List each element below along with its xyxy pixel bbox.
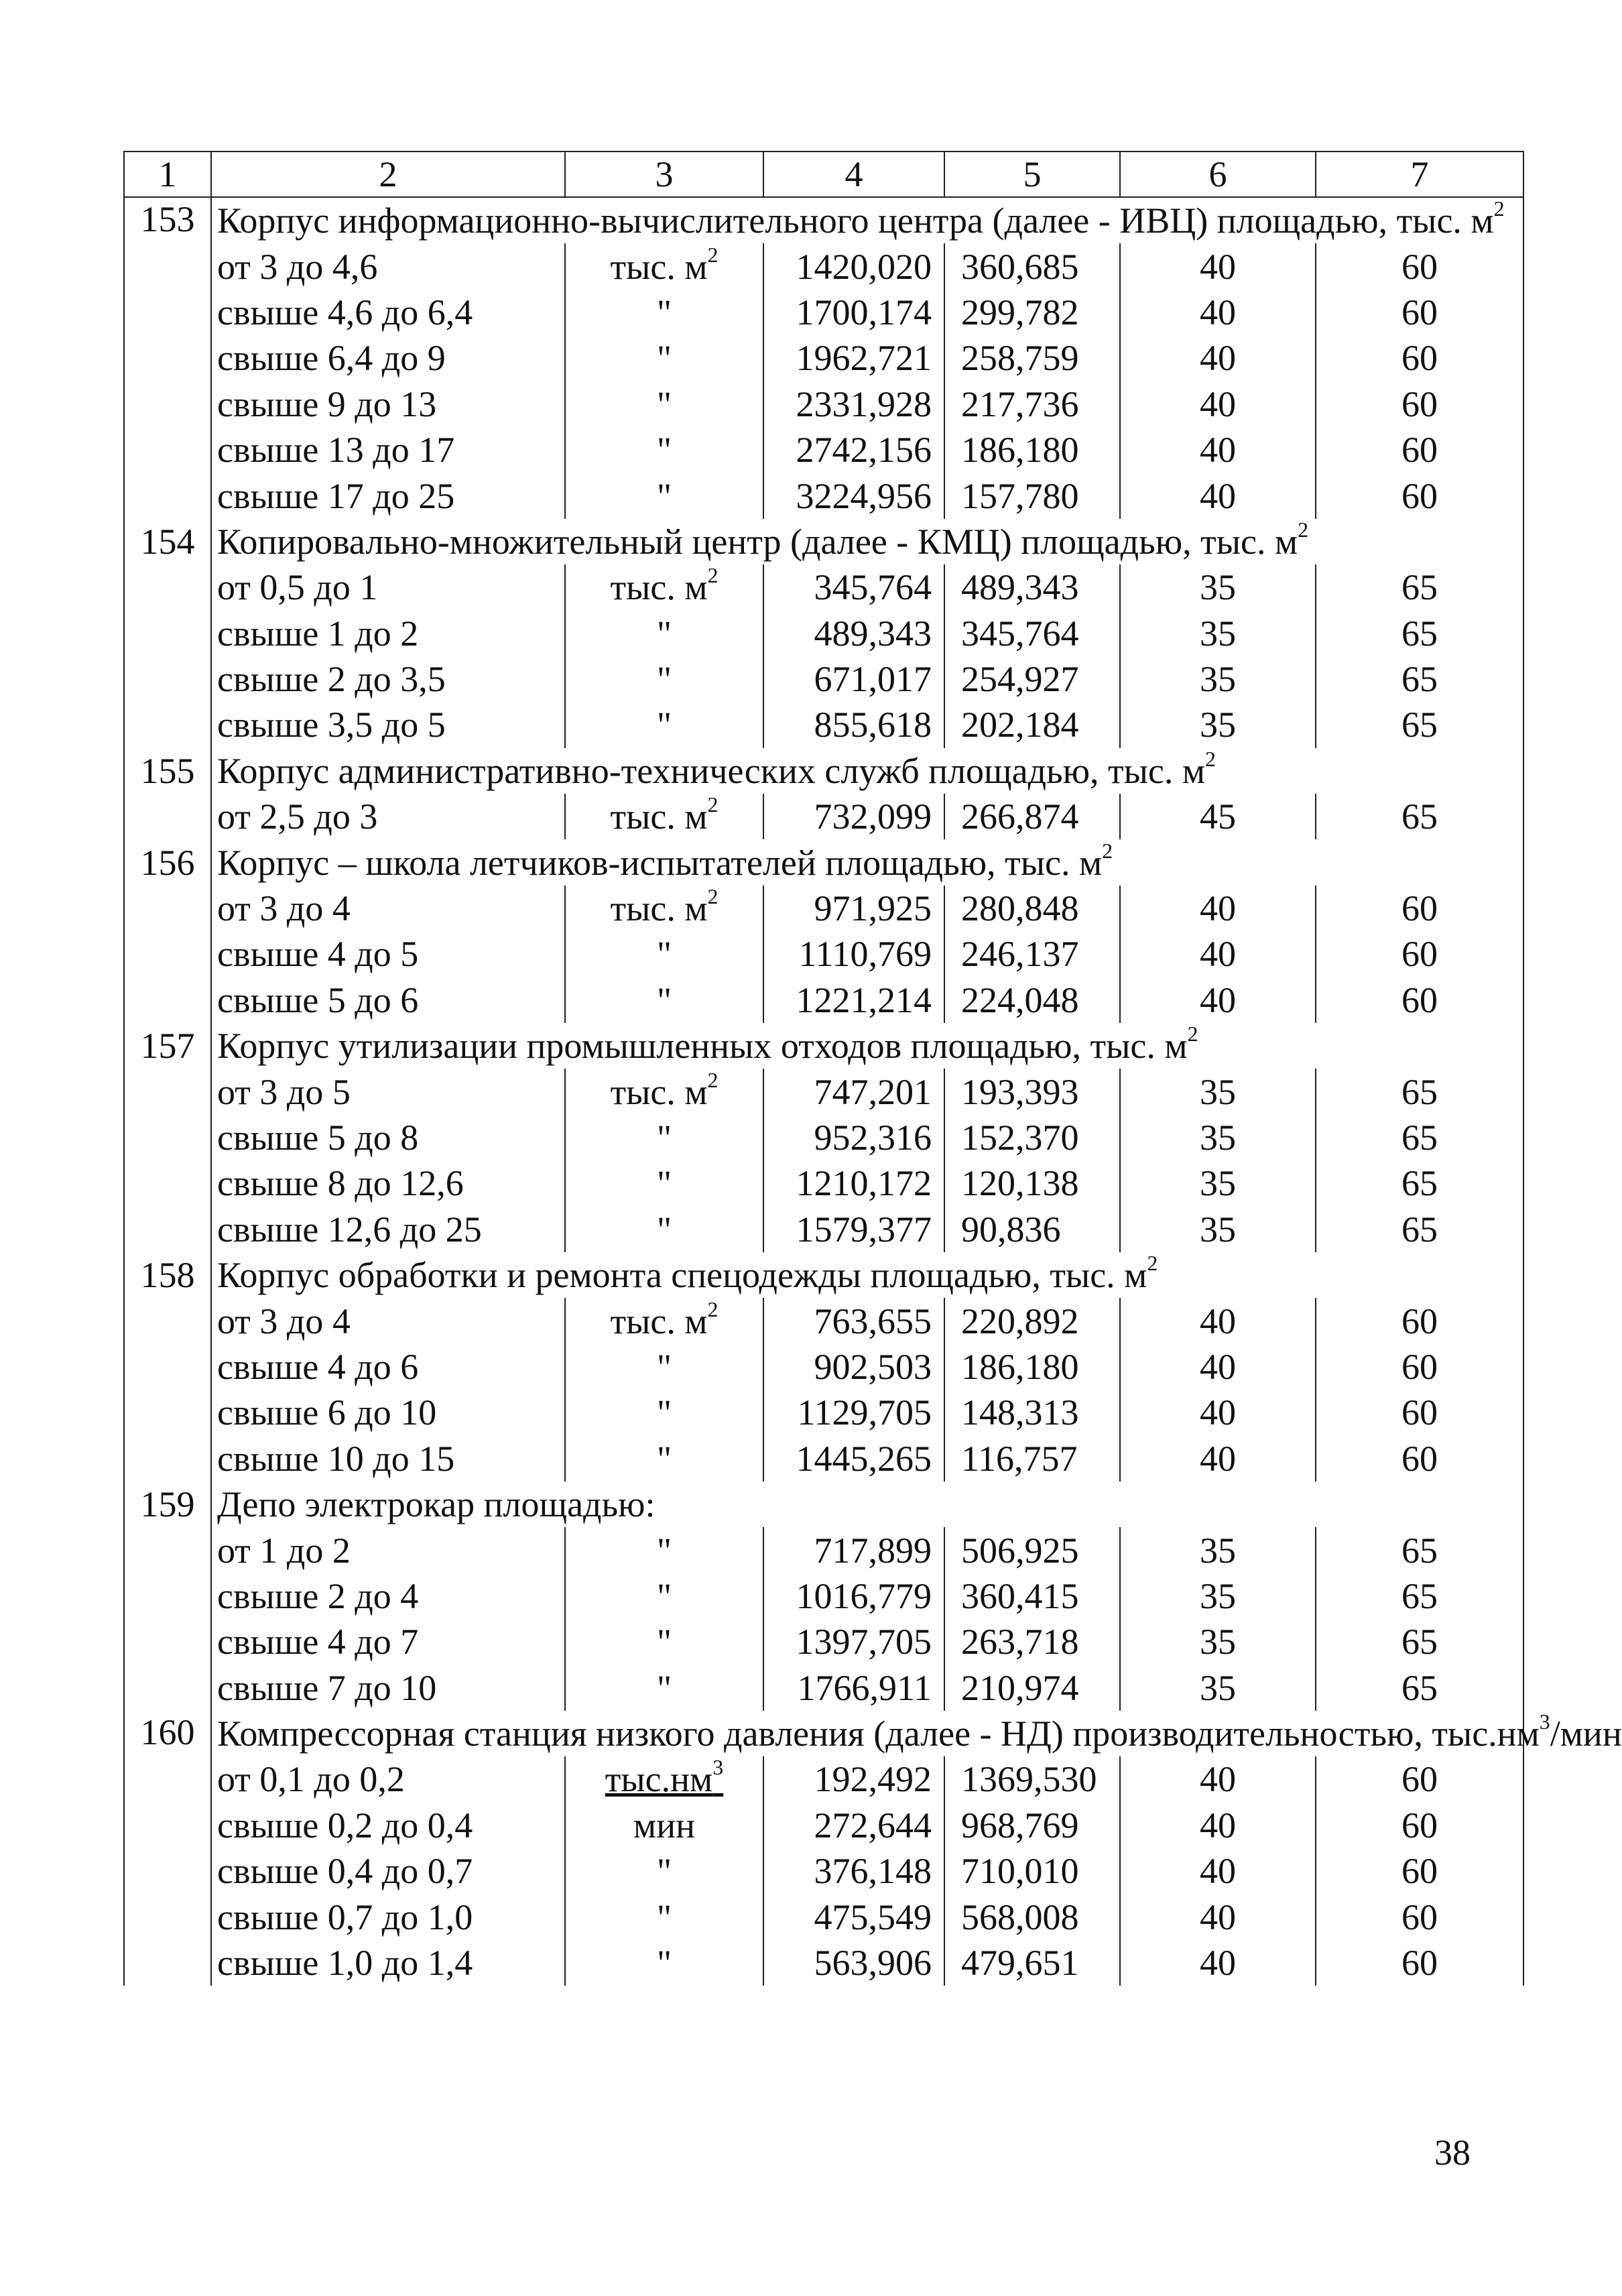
value-col7: 65 <box>1316 1115 1523 1160</box>
value-col5: 148,313 <box>944 1390 1120 1435</box>
unit-cell: " <box>565 931 763 977</box>
row-blank <box>124 702 211 747</box>
value-col7: 60 <box>1316 1940 1523 1986</box>
range-cell: свыше 0,4 до 0,7 <box>211 1848 565 1894</box>
row-blank <box>124 931 211 977</box>
value-col5: 90,836 <box>944 1207 1120 1252</box>
range-cell: свыше 2 до 3,5 <box>211 656 565 702</box>
value-col5: 280,848 <box>944 886 1120 931</box>
value-col4: 717,899 <box>763 1527 944 1573</box>
value-col5: 116,757 <box>944 1436 1120 1482</box>
table-row <box>124 1207 1523 1252</box>
value-col7: 65 <box>1316 1665 1523 1711</box>
range-cell: от 3 до 4,6 <box>211 243 565 289</box>
table-row <box>124 1756 1523 1802</box>
value-col5: 186,180 <box>944 1344 1120 1390</box>
value-col4: 732,099 <box>763 794 944 839</box>
value-col4: 376,148 <box>763 1848 944 1894</box>
unit-cell: " <box>565 656 763 702</box>
table-row <box>124 1298 1523 1343</box>
section-number: 153 <box>124 197 211 243</box>
column-header: 5 <box>944 152 1120 197</box>
value-col5: 152,370 <box>944 1115 1120 1160</box>
column-header: 1 <box>124 152 211 197</box>
table-row <box>124 656 1523 702</box>
unit-cell: " <box>565 427 763 473</box>
section-title: Компрессорная станция низкого давления (далее - НД) производительностью, $тыс.нм^3$/мин <box>211 1711 1523 1756</box>
value-col4: 1579,377 <box>763 1207 944 1252</box>
row-blank <box>124 1665 211 1711</box>
row-blank <box>124 1298 211 1343</box>
value-col6: 40 <box>1120 473 1316 518</box>
table-row <box>124 1527 1523 1573</box>
table-row <box>124 702 1523 747</box>
unit-cell: тыс. $м^2$ <box>565 243 763 289</box>
value-col7: 60 <box>1316 1803 1523 1848</box>
section-title: Депо электрокар площадью: <box>211 1482 1523 1527</box>
value-col6: 40 <box>1120 1940 1316 1986</box>
range-cell: свыше 4 до 7 <box>211 1619 565 1665</box>
row-blank <box>124 1390 211 1435</box>
value-col4: 1445,265 <box>763 1436 944 1482</box>
value-col7: 65 <box>1316 611 1523 656</box>
value-col4: 1210,172 <box>763 1160 944 1206</box>
table-row <box>124 886 1523 931</box>
unit-numerator: $тыс.нм^3$ <box>605 1755 724 1800</box>
value-col5: 968,769 <box>944 1803 1120 1848</box>
unit-cell: " <box>565 381 763 427</box>
value-col7: 60 <box>1316 931 1523 977</box>
value-col7: 65 <box>1316 702 1523 747</box>
table-row <box>124 1344 1523 1390</box>
row-blank <box>124 886 211 931</box>
row-blank <box>124 1848 211 1894</box>
row-blank <box>124 290 211 335</box>
value-col6: 35 <box>1120 656 1316 702</box>
rates-table <box>123 151 1622 1986</box>
unit-cell: " <box>565 702 763 747</box>
row-blank <box>124 1619 211 1665</box>
value-col6: 35 <box>1120 564 1316 610</box>
section-title-row <box>124 1023 1523 1069</box>
column-number-row <box>124 152 1523 197</box>
table-row <box>124 1940 1523 1986</box>
value-col5: 193,393 <box>944 1069 1120 1114</box>
range-cell: свыше 9 до 13 <box>211 381 565 427</box>
value-col6: 40 <box>1120 1756 1316 1802</box>
row-blank <box>124 473 211 518</box>
row-blank <box>124 381 211 427</box>
column-header: 7 <box>1316 152 1523 197</box>
value-col7: 65 <box>1316 1069 1523 1114</box>
unit-cell: " <box>565 290 763 335</box>
value-col5: 246,137 <box>944 931 1120 977</box>
row-blank <box>124 243 211 289</box>
value-col4: 563,906 <box>763 1940 944 1986</box>
value-col6: 35 <box>1120 702 1316 747</box>
table-row <box>124 335 1523 381</box>
column-header: 6 <box>1120 152 1316 197</box>
range-cell: от 2,5 до 3 <box>211 794 565 839</box>
row-blank <box>124 427 211 473</box>
column-header: 4 <box>763 152 944 197</box>
unit-cell: " <box>565 1848 763 1894</box>
unit-cell: тыс. $м^2$ <box>565 1298 763 1343</box>
range-cell: свыше 13 до 17 <box>211 427 565 473</box>
value-col4: 1129,705 <box>763 1390 944 1435</box>
range-cell: от 3 до 4 <box>211 1298 565 1343</box>
value-col6: 40 <box>1120 931 1316 977</box>
section-title: Корпус утилизации промышленных отходов площадью, тыс. $м^2$ <box>211 1023 1523 1069</box>
value-col4: 952,316 <box>763 1115 944 1160</box>
range-cell: свыше 4 до 5 <box>211 931 565 977</box>
section-title: Корпус административно-технических служб площадью, тыс. $м^2$ <box>211 748 1523 794</box>
value-col7: 60 <box>1316 1436 1523 1482</box>
value-col4: 2331,928 <box>763 381 944 427</box>
page-number: 38 <box>1434 2132 1471 2173</box>
section-number: 158 <box>124 1252 211 1298</box>
row-blank <box>124 1940 211 1986</box>
unit-cell: " <box>565 1527 763 1573</box>
value-col4: 475,549 <box>763 1894 944 1939</box>
value-col6: 35 <box>1120 1665 1316 1711</box>
unit-cell: " <box>565 1619 763 1665</box>
value-col6: 35 <box>1120 1527 1316 1573</box>
range-cell: свыше 10 до 15 <box>211 1436 565 1482</box>
row-blank <box>124 794 211 839</box>
value-col6: 40 <box>1120 1803 1316 1848</box>
value-col5: 157,780 <box>944 473 1120 518</box>
row-blank <box>124 977 211 1023</box>
unit-cell: " <box>565 1436 763 1482</box>
value-col4: 489,343 <box>763 611 944 656</box>
value-col4: 1962,721 <box>763 335 944 381</box>
value-col4: 345,764 <box>763 564 944 610</box>
row-blank <box>124 1115 211 1160</box>
table-row <box>124 290 1523 335</box>
value-col5: 202,184 <box>944 702 1120 747</box>
range-cell: свыше 6 до 10 <box>211 1390 565 1435</box>
table-row <box>124 1436 1523 1482</box>
value-col5: 263,718 <box>944 1619 1120 1665</box>
value-col6: 40 <box>1120 977 1316 1023</box>
value-col7: 60 <box>1316 1298 1523 1343</box>
value-col5: 479,651 <box>944 1940 1120 1986</box>
range-cell: свыше 7 до 10 <box>211 1665 565 1711</box>
range-cell: свыше 4,6 до 6,4 <box>211 290 565 335</box>
value-col4: 3224,956 <box>763 473 944 518</box>
value-col7: 60 <box>1316 290 1523 335</box>
section-number: 160 <box>124 1711 211 1756</box>
row-blank <box>124 1436 211 1482</box>
value-col5: 710,010 <box>944 1848 1120 1894</box>
value-col6: 40 <box>1120 1436 1316 1482</box>
value-col5: 266,874 <box>944 794 1120 839</box>
value-col5: 217,736 <box>944 381 1120 427</box>
unit-cell: " <box>565 1160 763 1206</box>
value-col4: 272,644 <box>763 1803 944 1848</box>
value-col5: 506,925 <box>944 1527 1120 1573</box>
unit-cell: " <box>565 473 763 518</box>
value-col7: 65 <box>1316 794 1523 839</box>
table-row <box>124 1069 1523 1114</box>
section-number: 156 <box>124 839 211 885</box>
range-cell: от 1 до 2 <box>211 1527 565 1573</box>
value-col7: 65 <box>1316 1619 1523 1665</box>
value-col7: 60 <box>1316 1848 1523 1894</box>
range-cell: свыше 1,0 до 1,4 <box>211 1940 565 1986</box>
value-col5: 489,343 <box>944 564 1120 610</box>
value-col6: 35 <box>1120 1573 1316 1619</box>
value-col5: 220,892 <box>944 1298 1120 1343</box>
value-col6: 45 <box>1120 794 1316 839</box>
unit-cell: " <box>565 611 763 656</box>
value-col7: 60 <box>1316 977 1523 1023</box>
value-col4: 747,201 <box>763 1069 944 1114</box>
value-col5: 258,759 <box>944 335 1120 381</box>
section-title-row <box>124 197 1523 243</box>
value-col4: 1700,174 <box>763 290 944 335</box>
unit-cell: тыс. $м^2$ <box>565 564 763 610</box>
section-title: Копировально-множительный центр (далее - КМЦ) площадью, тыс. $м^2$ <box>211 519 1523 564</box>
value-col7: 65 <box>1316 1573 1523 1619</box>
row-blank <box>124 1527 211 1573</box>
unit-cell: тыс. $м^2$ <box>565 886 763 931</box>
section-title-row <box>124 748 1523 794</box>
value-col4: 1016,779 <box>763 1573 944 1619</box>
section-number: 159 <box>124 1482 211 1527</box>
value-col6: 40 <box>1120 381 1316 427</box>
value-col7: 60 <box>1316 1894 1523 1939</box>
section-title-row <box>124 519 1523 564</box>
unit-cell: " <box>565 335 763 381</box>
range-cell: свыше 6,4 до 9 <box>211 335 565 381</box>
table-row <box>124 931 1523 977</box>
value-col7: 60 <box>1316 243 1523 289</box>
row-blank <box>124 1069 211 1114</box>
section-title-row <box>124 1482 1523 1527</box>
section-title: Корпус обработки и ремонта спецодежды площадью, тыс. $м^2$ <box>211 1252 1523 1298</box>
value-col4: 1420,020 <box>763 243 944 289</box>
table-row <box>124 243 1523 289</box>
value-col7: 65 <box>1316 1207 1523 1252</box>
table-row <box>124 1160 1523 1206</box>
value-col7: 65 <box>1316 1160 1523 1206</box>
value-col7: 65 <box>1316 656 1523 702</box>
value-col4: 1397,705 <box>763 1619 944 1665</box>
range-cell: свыше 3,5 до 5 <box>211 702 565 747</box>
value-col4: 192,492 <box>763 1756 944 1802</box>
range-cell: свыше 2 до 4 <box>211 1573 565 1619</box>
row-blank <box>124 1344 211 1390</box>
value-col6: 40 <box>1120 886 1316 931</box>
row-blank <box>124 1894 211 1939</box>
row-blank <box>124 611 211 656</box>
section-number: 157 <box>124 1023 211 1069</box>
value-col5: 360,415 <box>944 1573 1120 1619</box>
section-title-row <box>124 1711 1523 1756</box>
table-row <box>124 473 1523 518</box>
value-col7: 60 <box>1316 473 1523 518</box>
value-col7: 60 <box>1316 1756 1523 1802</box>
value-col7: 60 <box>1316 427 1523 473</box>
value-col7: 60 <box>1316 335 1523 381</box>
column-header: 3 <box>565 152 763 197</box>
value-col6: 40 <box>1120 243 1316 289</box>
range-cell: от 0,5 до 1 <box>211 564 565 610</box>
value-col7: 60 <box>1316 1390 1523 1435</box>
unit-denominator: мин <box>565 1803 763 1848</box>
value-col6: 35 <box>1120 1115 1316 1160</box>
range-cell: свыше 4 до 6 <box>211 1344 565 1390</box>
table-row <box>124 1115 1523 1160</box>
value-col5: 568,008 <box>944 1894 1120 1939</box>
range-cell: свыше 17 до 25 <box>211 473 565 518</box>
value-col6: 35 <box>1120 611 1316 656</box>
table-body <box>124 196 1622 1986</box>
column-header: 2 <box>211 152 565 197</box>
range-cell: свыше 5 до 8 <box>211 1115 565 1160</box>
table-row <box>124 427 1523 473</box>
value-col6: 40 <box>1120 290 1316 335</box>
section-title: Корпус информационно-вычислительного центра (далее - ИВЦ) площадью, тыс. $м^2$ <box>211 197 1523 243</box>
value-col7: 65 <box>1316 564 1523 610</box>
table-row <box>124 1894 1523 1939</box>
row-blank <box>124 335 211 381</box>
range-cell: свыше 0,7 до 1,0 <box>211 1894 565 1939</box>
unit-fraction <box>605 1755 724 1800</box>
value-col4: 763,655 <box>763 1298 944 1343</box>
range-cell: от 0,1 до 0,2 <box>211 1756 565 1802</box>
unit-cell: тыс. $м^2$ <box>565 1069 763 1114</box>
value-col7: 60 <box>1316 381 1523 427</box>
unit-cell <box>565 1756 763 1802</box>
unit-cell: " <box>565 1665 763 1711</box>
unit-cell: тыс. $м^2$ <box>565 794 763 839</box>
value-col6: 40 <box>1120 1298 1316 1343</box>
section-title-row <box>124 1252 1523 1298</box>
value-col4: 671,017 <box>763 656 944 702</box>
value-col6: 40 <box>1120 427 1316 473</box>
value-col5: 299,782 <box>944 290 1120 335</box>
unit-cell: " <box>565 1940 763 1986</box>
table-row <box>124 381 1523 427</box>
value-col6: 40 <box>1120 1390 1316 1435</box>
value-col4: 2742,156 <box>763 427 944 473</box>
value-col4: 1110,769 <box>763 931 944 977</box>
section-title-row <box>124 839 1523 885</box>
range-cell: свыше 12,6 до 25 <box>211 1207 565 1252</box>
value-col4: 902,503 <box>763 1344 944 1390</box>
unit-cell: " <box>565 1115 763 1160</box>
value-col5: 345,764 <box>944 611 1120 656</box>
row-blank <box>124 1803 211 1848</box>
value-col6: 40 <box>1120 1848 1316 1894</box>
table-row <box>124 1573 1523 1619</box>
row-blank <box>124 1573 211 1619</box>
value-col6: 35 <box>1120 1207 1316 1252</box>
unit-cell: " <box>565 977 763 1023</box>
value-col6: 35 <box>1120 1069 1316 1114</box>
range-cell: свыше 5 до 6 <box>211 977 565 1023</box>
value-col5: 224,048 <box>944 977 1120 1023</box>
range-cell: от 3 до 4 <box>211 886 565 931</box>
row-blank <box>124 564 211 610</box>
value-col4: 1221,214 <box>763 977 944 1023</box>
range-cell: свыше 0,2 до 0,4 <box>211 1803 565 1848</box>
value-col5: 120,138 <box>944 1160 1120 1206</box>
unit-cell: " <box>565 1207 763 1252</box>
unit-cell: " <box>565 1894 763 1939</box>
table-row <box>124 977 1523 1023</box>
unit-cell: " <box>565 1390 763 1435</box>
table-row <box>124 794 1523 839</box>
table-row <box>124 1848 1523 1894</box>
unit-cell: " <box>565 1344 763 1390</box>
value-col4: 855,618 <box>763 702 944 747</box>
value-col6: 40 <box>1120 1344 1316 1390</box>
range-cell: свыше 1 до 2 <box>211 611 565 656</box>
value-col6: 35 <box>1120 1619 1316 1665</box>
section-title: Корпус – школа летчиков-испытателей площадью, тыс. $м^2$ <box>211 839 1523 885</box>
table-row <box>124 1803 1523 1848</box>
value-col7: 65 <box>1316 1527 1523 1573</box>
value-col7: 60 <box>1316 886 1523 931</box>
value-col5: 1369,530 <box>944 1756 1120 1802</box>
row-blank <box>124 656 211 702</box>
row-blank <box>124 1160 211 1206</box>
table-row <box>124 1665 1523 1711</box>
table-row <box>124 1619 1523 1665</box>
table-row <box>124 564 1523 610</box>
range-cell: свыше 8 до 12,6 <box>211 1160 565 1206</box>
table-row <box>124 611 1523 656</box>
value-col4: 971,925 <box>763 886 944 931</box>
row-blank <box>124 1207 211 1252</box>
value-col5: 186,180 <box>944 427 1120 473</box>
value-col6: 35 <box>1120 1160 1316 1206</box>
unit-cell: " <box>565 1573 763 1619</box>
row-blank <box>124 1756 211 1802</box>
section-number: 155 <box>124 748 211 794</box>
value-col7: 60 <box>1316 1344 1523 1390</box>
value-col6: 40 <box>1120 335 1316 381</box>
value-col5: 254,927 <box>944 656 1120 702</box>
range-cell: от 3 до 5 <box>211 1069 565 1114</box>
value-col4: 1766,911 <box>763 1665 944 1711</box>
table-row <box>124 1390 1523 1435</box>
section-number: 154 <box>124 519 211 564</box>
value-col5: 360,685 <box>944 243 1120 289</box>
value-col6: 40 <box>1120 1894 1316 1939</box>
value-col5: 210,974 <box>944 1665 1120 1711</box>
